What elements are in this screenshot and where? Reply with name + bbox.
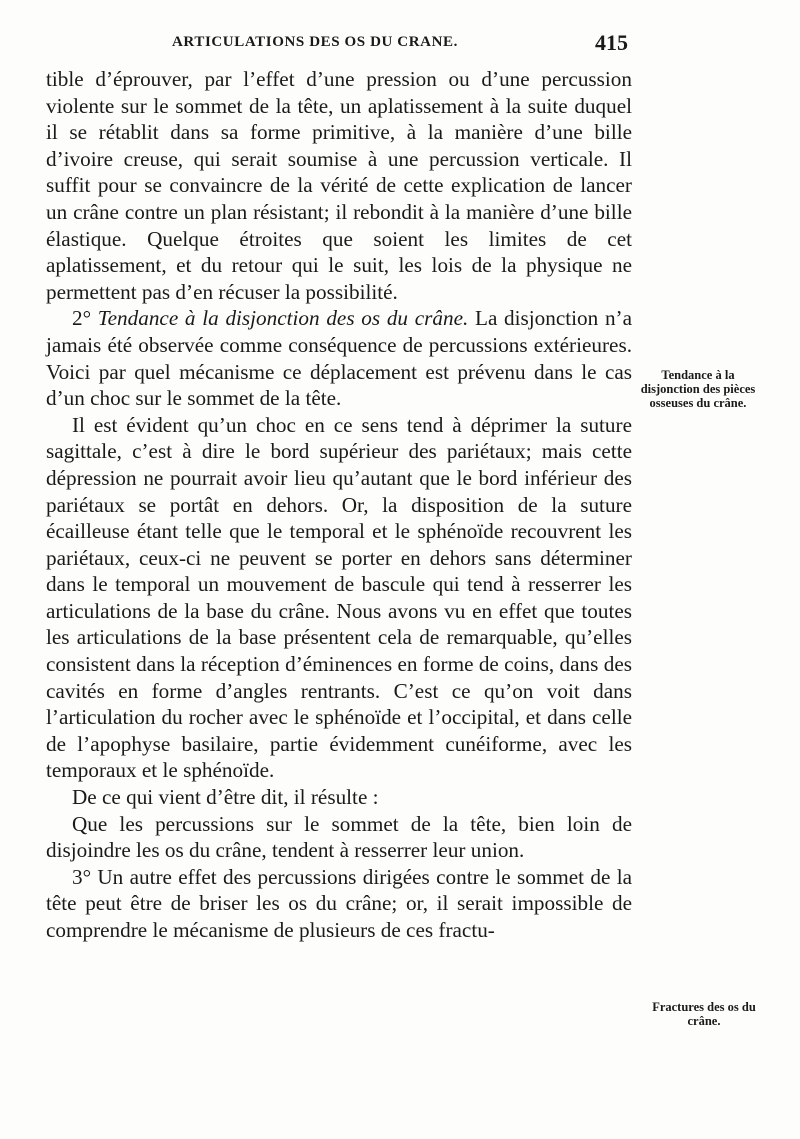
margin-note-fractures: Fractures des os du crâne. [652, 1000, 756, 1028]
section-text: La disjonction n’a jamais été observée comme conséquence de percussions extérieures. Voici par quel mécanisme ce déplacement est prévenu dans le cas d’un choc sur le sommet de la tête. [46, 306, 632, 411]
paragraph-6: 3° Un autre effet des percussions dirigées contre le sommet de la tête peut être de briser les os du crâne; or, il serait impossible de comprendre le mécanisme de plusieurs de ces fractu- [46, 864, 632, 942]
paragraph-5: Que les percussions sur le sommet de la tête, bien loin de disjoindre les os du crâne, tendent à resserrer leur union. [46, 811, 632, 863]
section-number: 2° [72, 306, 92, 331]
running-title: ARTICULATIONS DES OS DU CRANE. [172, 34, 458, 50]
paragraph-3: Il est évident qu’un choc en ce sens tend à déprimer la suture sagittale, c’est à dire le bord supérieur des pariétaux; mais cette dépression ne pourrait avoir lieu qu’autant que le bord inférieur des pariétaux se portât en dehors. Or, la disposition de la suture écailleuse étant telle que le temporal et le sphénoïde recouvrent les pariétaux, ceux-ci ne peuvent se porter en dehors sans déterminer dans le temporal un mouvement de bascule qui tend à resserrer les articulations de la base du crâne. Nous avons vu en effet que toutes les articulations de la base présentent cela de remarquable, qu’elles consistent dans la réception d’éminences en forme de coins, dans des cavités en forme d’angles rentrants. C’est ce qu’on voit dans l’articulation du rocher avec le sphénoïde et l’occipital, et dans celle de l’apophyse basilaire, partie évidemment cunéiforme, avec les temporaux et le sphénoïde. [46, 412, 632, 783]
paragraph-2 [46, 305, 632, 411]
margin-note-disjonction: Tendance à la disjonction des pièces osseuses du crâne. [640, 368, 756, 410]
main-text [46, 66, 632, 944]
paragraph-4: De ce qui vient d’être dit, il résulte : [72, 785, 379, 810]
section-heading: Tendance à la disjonction des os du crâne. [97, 306, 469, 331]
page-number: 415 [595, 30, 628, 55]
paragraph-1: tible d’éprouver, par l’effet d’une pression ou d’une percussion violente sur le sommet de la tête, un aplatissement à la suite duquel il se rétablit dans sa forme primitive, à la manière d’une bille d’ivoire creuse, qui serait soumise à une percussion verticale. Il suffit pour se convaincre de la vérité de cette explication de lancer un crâne contre un plan résistant; il rebondit à la manière d’une bille élastique. Quelque étroites que soient les limites de cet aplatissement, et du retour qui le suit, les lois de la physique ne permettent pas d’en récuser la possibilité. [46, 67, 632, 304]
page-header [150, 30, 628, 62]
